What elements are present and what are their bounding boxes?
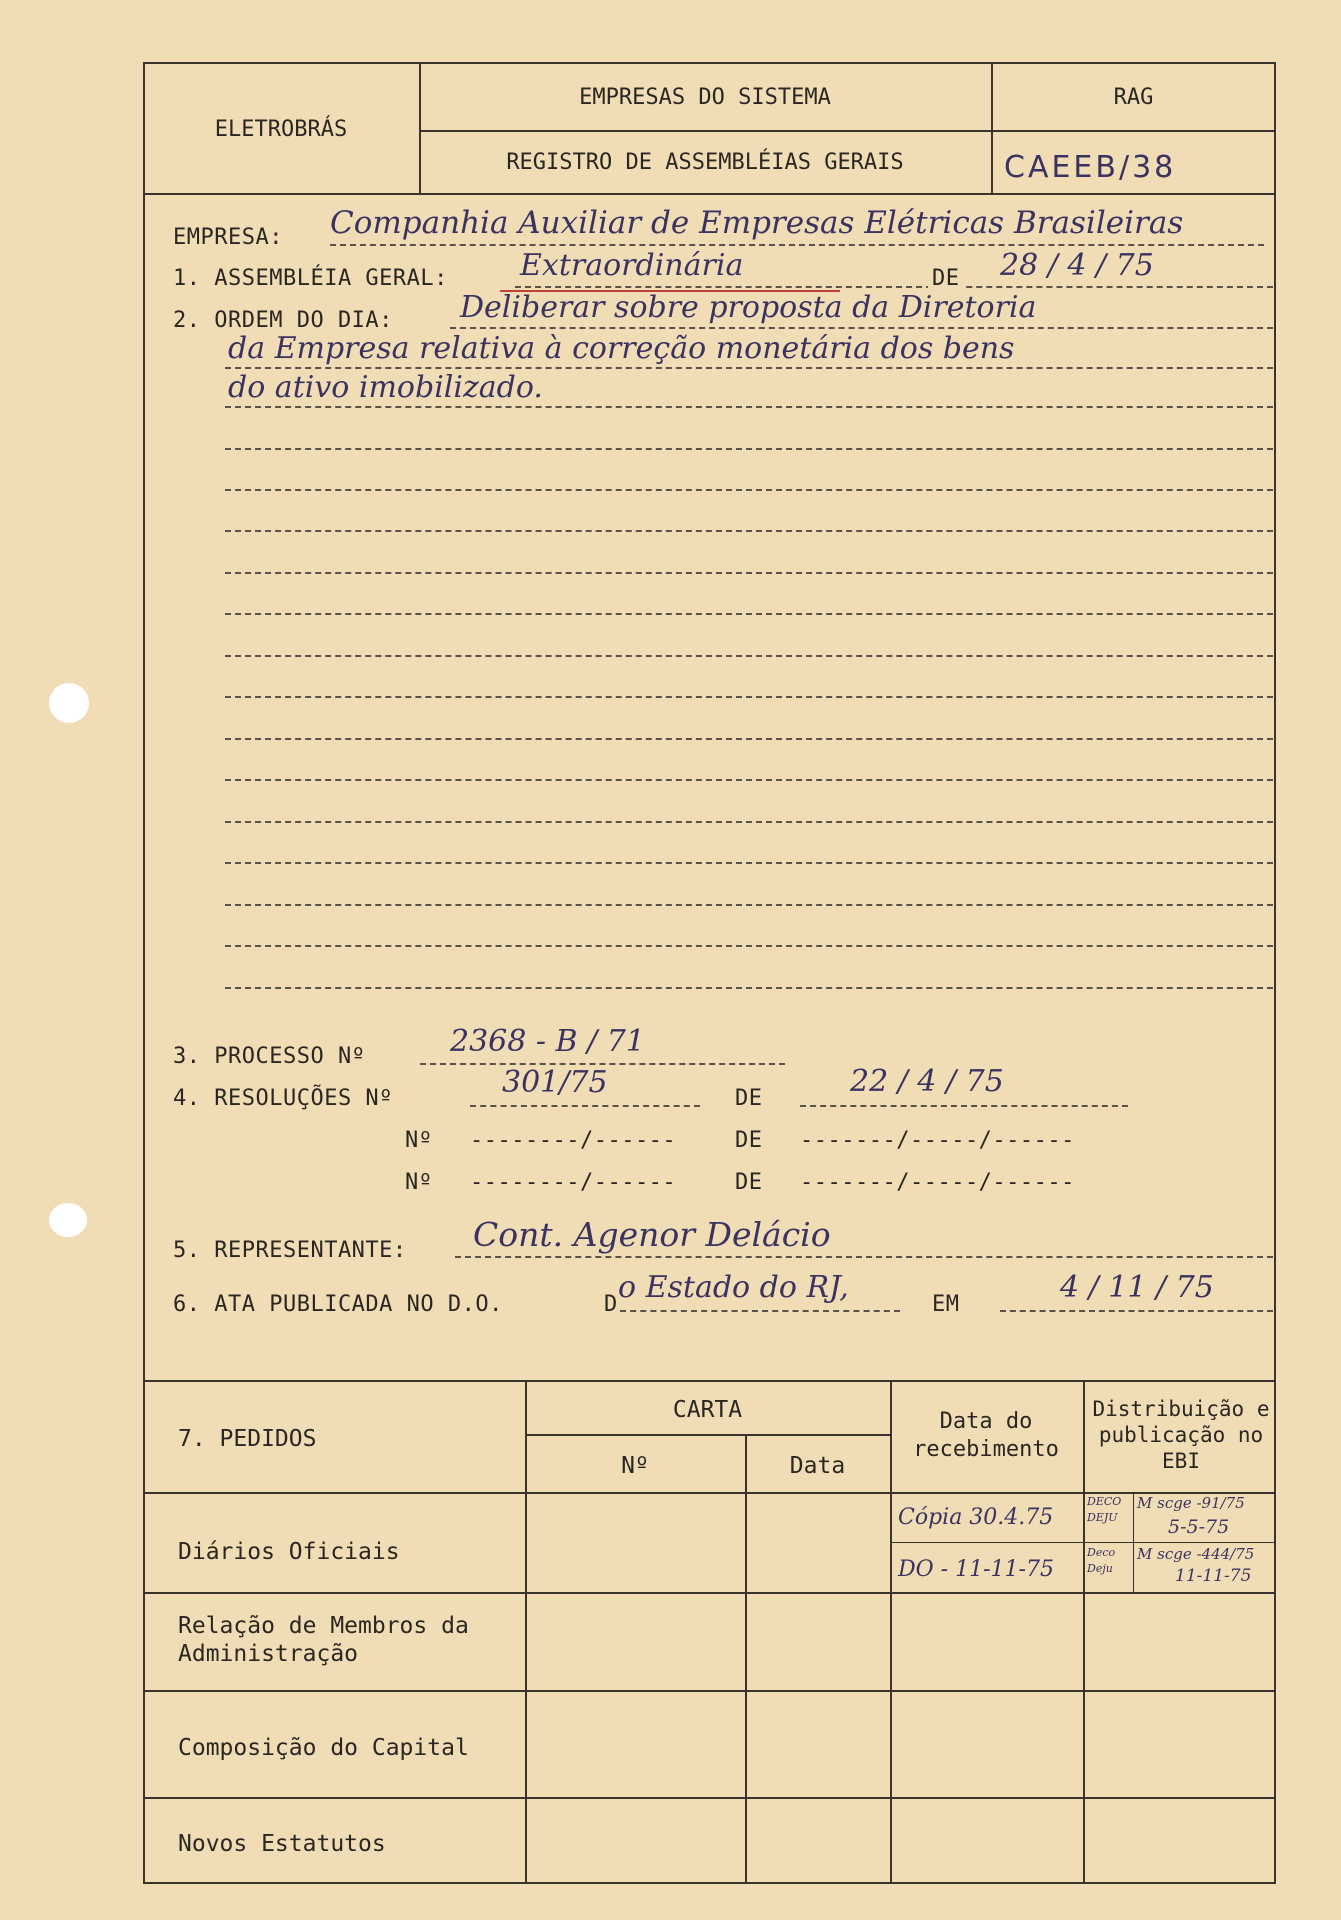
org-name: ELETROBRÁS <box>214 117 348 142</box>
diarios-receb-1: Cópia 30.4.75 <box>898 1505 1054 1530</box>
carta-sub-line <box>525 1434 890 1436</box>
blank-line <box>225 696 1273 698</box>
header-divider-right <box>991 62 993 193</box>
blank-line <box>225 779 1273 781</box>
resolucao-date-blank-3: -------/-----/------ <box>800 1170 1075 1195</box>
ordem-line-3: do ativo imobilizado. <box>228 370 543 405</box>
ata-date: 4 / 11 / 75 <box>1060 1270 1214 1305</box>
processo-label: 3. PROCESSO Nº <box>173 1044 366 1069</box>
assembleia-label: 1. ASSEMBLÉIA GERAL: <box>173 266 448 291</box>
carta-no-label: Nº <box>621 1453 649 1479</box>
ata-em-label: EM <box>932 1292 960 1317</box>
table-top-line <box>143 1380 1276 1382</box>
resolucao-de-label-3: DE <box>735 1170 763 1195</box>
rag-value: CAEEB/38 <box>1004 150 1177 185</box>
ordem-line-1: Deliberar sobre proposta da Diretoria <box>460 290 1037 325</box>
ata-date-underline <box>1000 1310 1273 1312</box>
row-label-estatutos: Novos Estatutos <box>178 1831 386 1857</box>
resolucao-num-blank-2: --------/------ <box>470 1128 677 1153</box>
blank-line <box>225 738 1273 740</box>
resolucao-date-underline <box>800 1105 1128 1107</box>
blank-line <box>225 448 1273 450</box>
representante-underline <box>455 1256 1273 1258</box>
punch-hole-bottom <box>49 1203 87 1237</box>
ordem-underline-2 <box>225 367 1273 369</box>
diarios-dist-split <box>1133 1492 1134 1592</box>
distribuicao-label: Distribuição e publicação no EBI <box>1092 1397 1270 1473</box>
resolucao-date-blank-2: -------/-----/------ <box>800 1128 1075 1153</box>
pedidos-label: 7. PEDIDOS <box>178 1426 317 1452</box>
resolucao-date: 22 / 4 / 75 <box>850 1064 1004 1099</box>
blank-line <box>225 821 1273 823</box>
diarios-dist-2a: Deco Deju <box>1087 1546 1116 1575</box>
blank-line <box>225 613 1273 615</box>
empresa-value: Companhia Auxiliar de Empresas Elétricas Brasileiras <box>330 205 1184 241</box>
blank-line <box>225 530 1273 532</box>
ata-d-label: D <box>604 1292 618 1317</box>
row-line-3 <box>143 1690 1276 1692</box>
ata-value: o Estado do RJ, <box>618 1270 849 1305</box>
form-title-1: EMPRESAS DO SISTEMA <box>579 85 831 110</box>
blank-line <box>225 655 1273 657</box>
resolucao-num-underline <box>470 1105 700 1107</box>
ata-label: 6. ATA PUBLICADA NO D.O. <box>173 1292 503 1317</box>
diarios-split-line <box>890 1542 1276 1543</box>
carta-label: CARTA <box>672 1397 743 1423</box>
diarios-dist-1a: DECO DEJU <box>1087 1495 1122 1524</box>
ordem-underline-1 <box>450 327 1273 329</box>
assembleia-de-label: DE <box>928 266 964 291</box>
ata-underline <box>620 1310 900 1312</box>
row-label-membros: Relação de Membros da Administração <box>178 1613 469 1667</box>
form-title-2: REGISTRO DE ASSEMBLÉIAS GERAIS <box>506 150 904 175</box>
blank-line <box>225 489 1273 491</box>
col-line-2 <box>745 1434 747 1884</box>
col-line-4 <box>1083 1380 1085 1884</box>
ordem-underline-3 <box>225 406 1273 408</box>
col-line-3 <box>890 1380 892 1884</box>
assembleia-underline <box>515 286 1273 288</box>
resolucao-no-label-2: Nº <box>405 1128 433 1153</box>
punch-hole-top <box>49 683 89 723</box>
row-label-diarios: Diários Oficiais <box>178 1539 400 1565</box>
blank-line <box>225 904 1273 906</box>
ordem-label: 2. ORDEM DO DIA: <box>173 308 393 333</box>
empresa-label: EMPRESA: <box>173 225 283 250</box>
recebimento-label: Data do recebimento <box>913 1409 1059 1462</box>
header-bottom-line <box>143 193 1276 195</box>
blank-line <box>225 945 1273 947</box>
representante-label: 5. REPRESENTANTE: <box>173 1238 407 1263</box>
processo-value: 2368 - B / 71 <box>450 1024 645 1059</box>
header-mid-line <box>419 130 1276 132</box>
row-line-4 <box>143 1797 1276 1799</box>
blank-line <box>225 987 1273 989</box>
blank-line <box>225 572 1273 574</box>
diarios-dist-1c: 5-5-75 <box>1168 1516 1230 1538</box>
diarios-dist-2b: M scge -444/75 <box>1137 1545 1255 1563</box>
row-label-capital: Composição do Capital <box>178 1735 469 1761</box>
empresa-underline <box>330 244 1264 246</box>
resolucao-no-label-3: Nº <box>405 1170 433 1195</box>
resolucao-de-label: DE <box>735 1086 763 1111</box>
resolucoes-label: 4. RESOLUÇÕES Nº <box>173 1086 393 1111</box>
rag-label: RAG <box>1113 85 1154 110</box>
assembleia-date: 28 / 4 / 75 <box>1000 248 1154 283</box>
resolucao-num-blank-3: --------/------ <box>470 1170 677 1195</box>
blank-line <box>225 862 1273 864</box>
assembleia-value: Extraordinária <box>520 248 744 283</box>
resolucao-num: 301/75 <box>502 1065 608 1100</box>
diarios-dist-2c: 11-11-75 <box>1175 1566 1252 1586</box>
diarios-dist-1b: M scge -91/75 <box>1137 1494 1245 1512</box>
ordem-line-2: da Empresa relativa à correção monetária dos bens <box>228 331 1015 366</box>
diarios-receb-2: DO - 11-11-75 <box>898 1557 1054 1582</box>
representante-value: Cont. Agenor Delácio <box>473 1215 831 1254</box>
carta-data-label: Data <box>789 1453 846 1479</box>
row-line-2 <box>143 1592 1276 1594</box>
resolucao-de-label-2: DE <box>735 1128 763 1153</box>
